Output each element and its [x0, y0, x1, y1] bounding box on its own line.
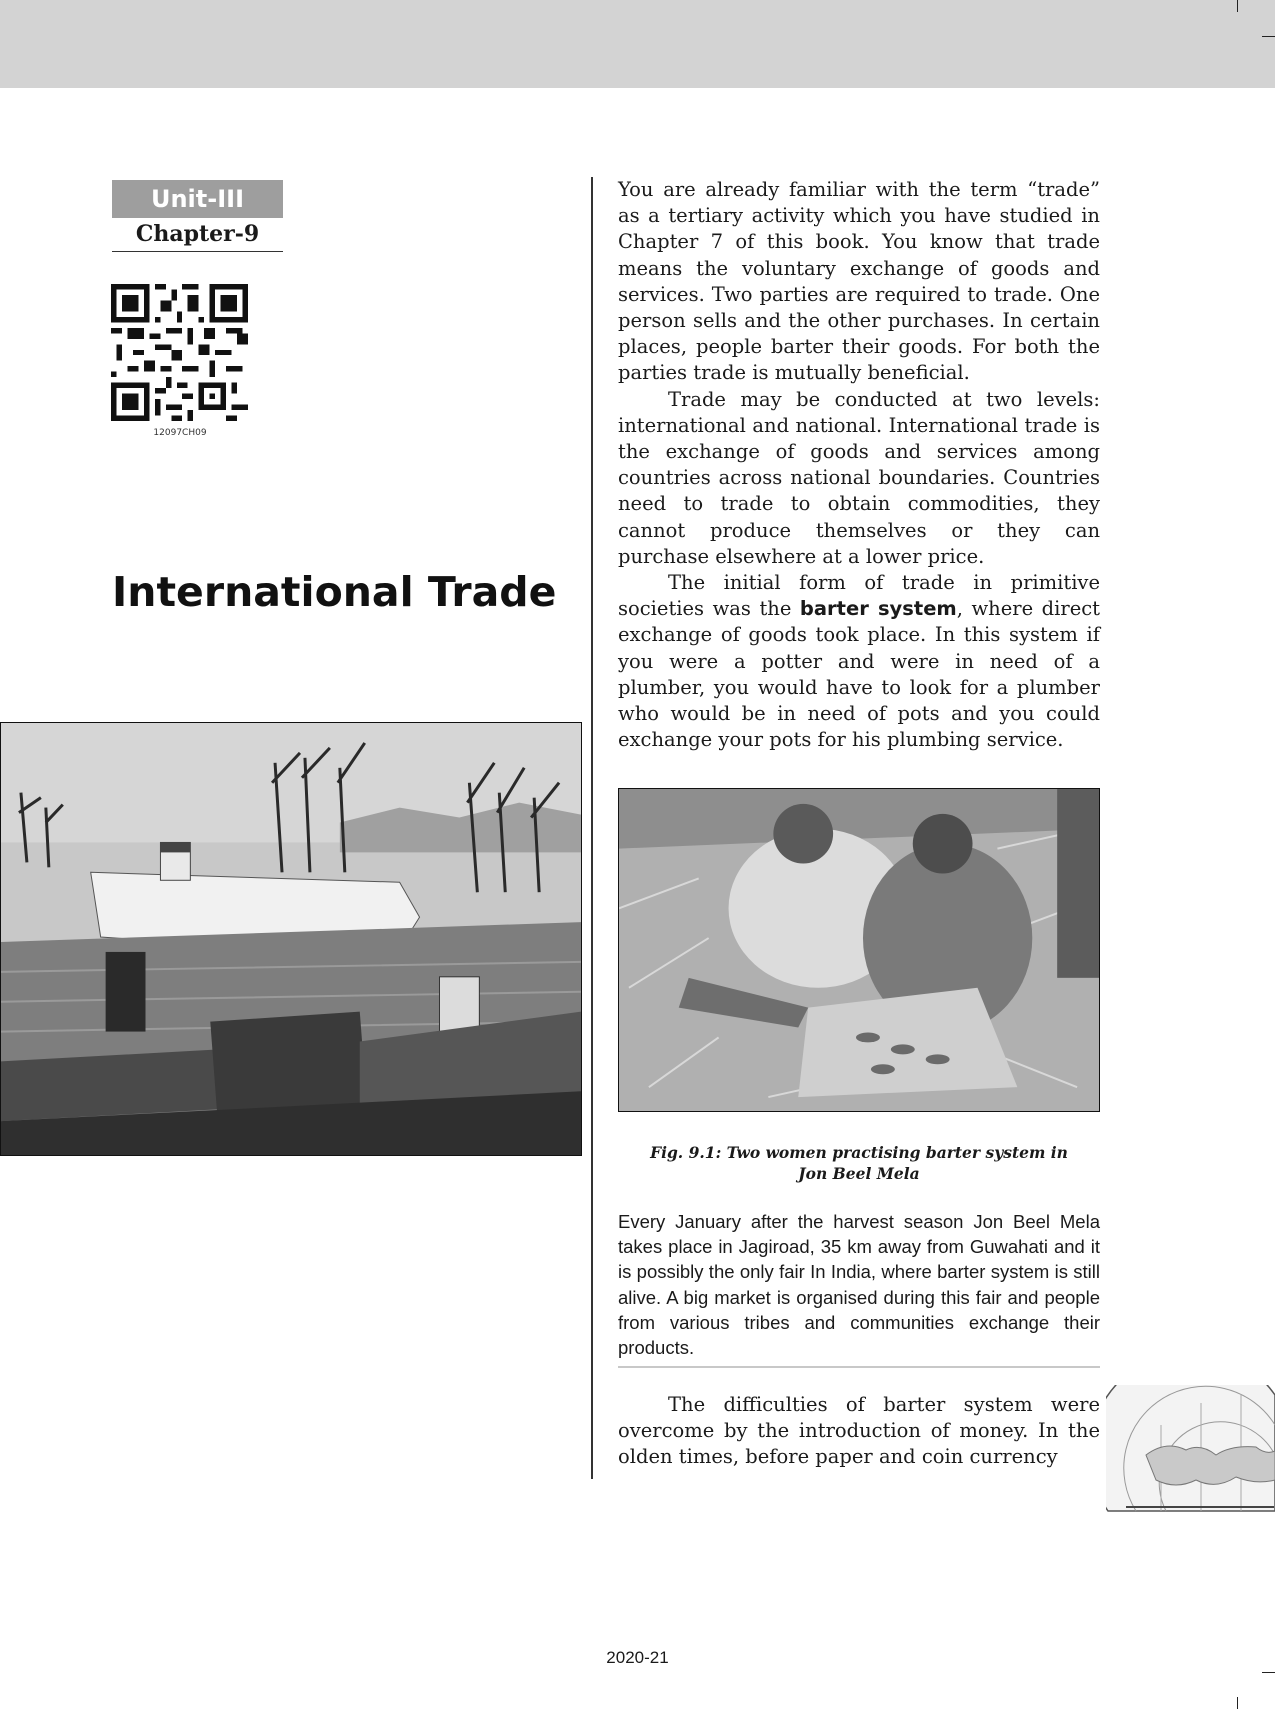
barter-system-term: barter system: [799, 597, 957, 621]
crop-mark: [1262, 36, 1275, 37]
figure-caption-line-1: Fig. 9.1: Two women practising barter system in: [650, 1143, 1068, 1162]
paragraph-1: You are already familiar with the term “trade” as a tertiary activity which you have studied in Chapter 7 of this book. You know that trade means the voluntary exchange of goods and services. Two parties are required to trade. One person sells and the other purchases. In certain places, people barter their goods. For both the parties trade is mutually beneficial.: [618, 178, 1100, 385]
paragraph-3: [618, 570, 1100, 753]
closing-text: [618, 1392, 1100, 1471]
crop-mark: [1237, 0, 1238, 12]
crop-mark: [1262, 1672, 1275, 1673]
figure-caption-line-2: Jon Beel Mela: [798, 1164, 920, 1183]
paragraph-4: The difficulties of barter system were overcome by the introduction of money. In the olden times, before paper and coin currency: [618, 1393, 1100, 1469]
qr-code-icon[interactable]: [111, 284, 248, 421]
intro-text: [618, 177, 1100, 753]
figure-caption: [618, 1142, 1100, 1184]
paragraph-3-end: , where direct exchange of goods took place. In this system if you were a potter and were in need of a plumber, you would have to look for a plumber who would be in need of pots and you could exchange your pots for his plumbing service.: [618, 597, 1100, 752]
chapter-title: International Trade: [112, 568, 557, 616]
jon-beel-mela-box: Every January after the harvest season Jon Beel Mela takes place in Jagiroad, 35 km away from Guwahati and it is possibly the only fair In India, where barter system is still alive. A big market is organised during this fair and people from various tribes and communities exchange their products.: [618, 1209, 1100, 1368]
unit-label: Unit-III: [112, 180, 283, 218]
qr-code-label: 12097CH09: [153, 428, 207, 438]
page-footer-year: 2020-21: [606, 1648, 669, 1667]
paragraph-3-start: The initial form of trade in primitive societies was the: [618, 571, 1100, 621]
chapter-label: Chapter-9: [112, 219, 283, 252]
port-ships-photo: [0, 722, 582, 1156]
barter-women-photo: [618, 788, 1100, 1112]
crop-mark: [1237, 1697, 1238, 1709]
top-margin-band: [0, 0, 1275, 88]
column-divider: [591, 177, 593, 1479]
paragraph-2: Trade may be conducted at two levels: international and national. International trade is the exchange of goods and services among countries across national boundaries. Countries need to trade to obtain commodities, they cannot produce themselves or they can purchase elsewhere at a lower price.: [618, 387, 1100, 568]
world-map-globe-icon: [1106, 1385, 1275, 1513]
